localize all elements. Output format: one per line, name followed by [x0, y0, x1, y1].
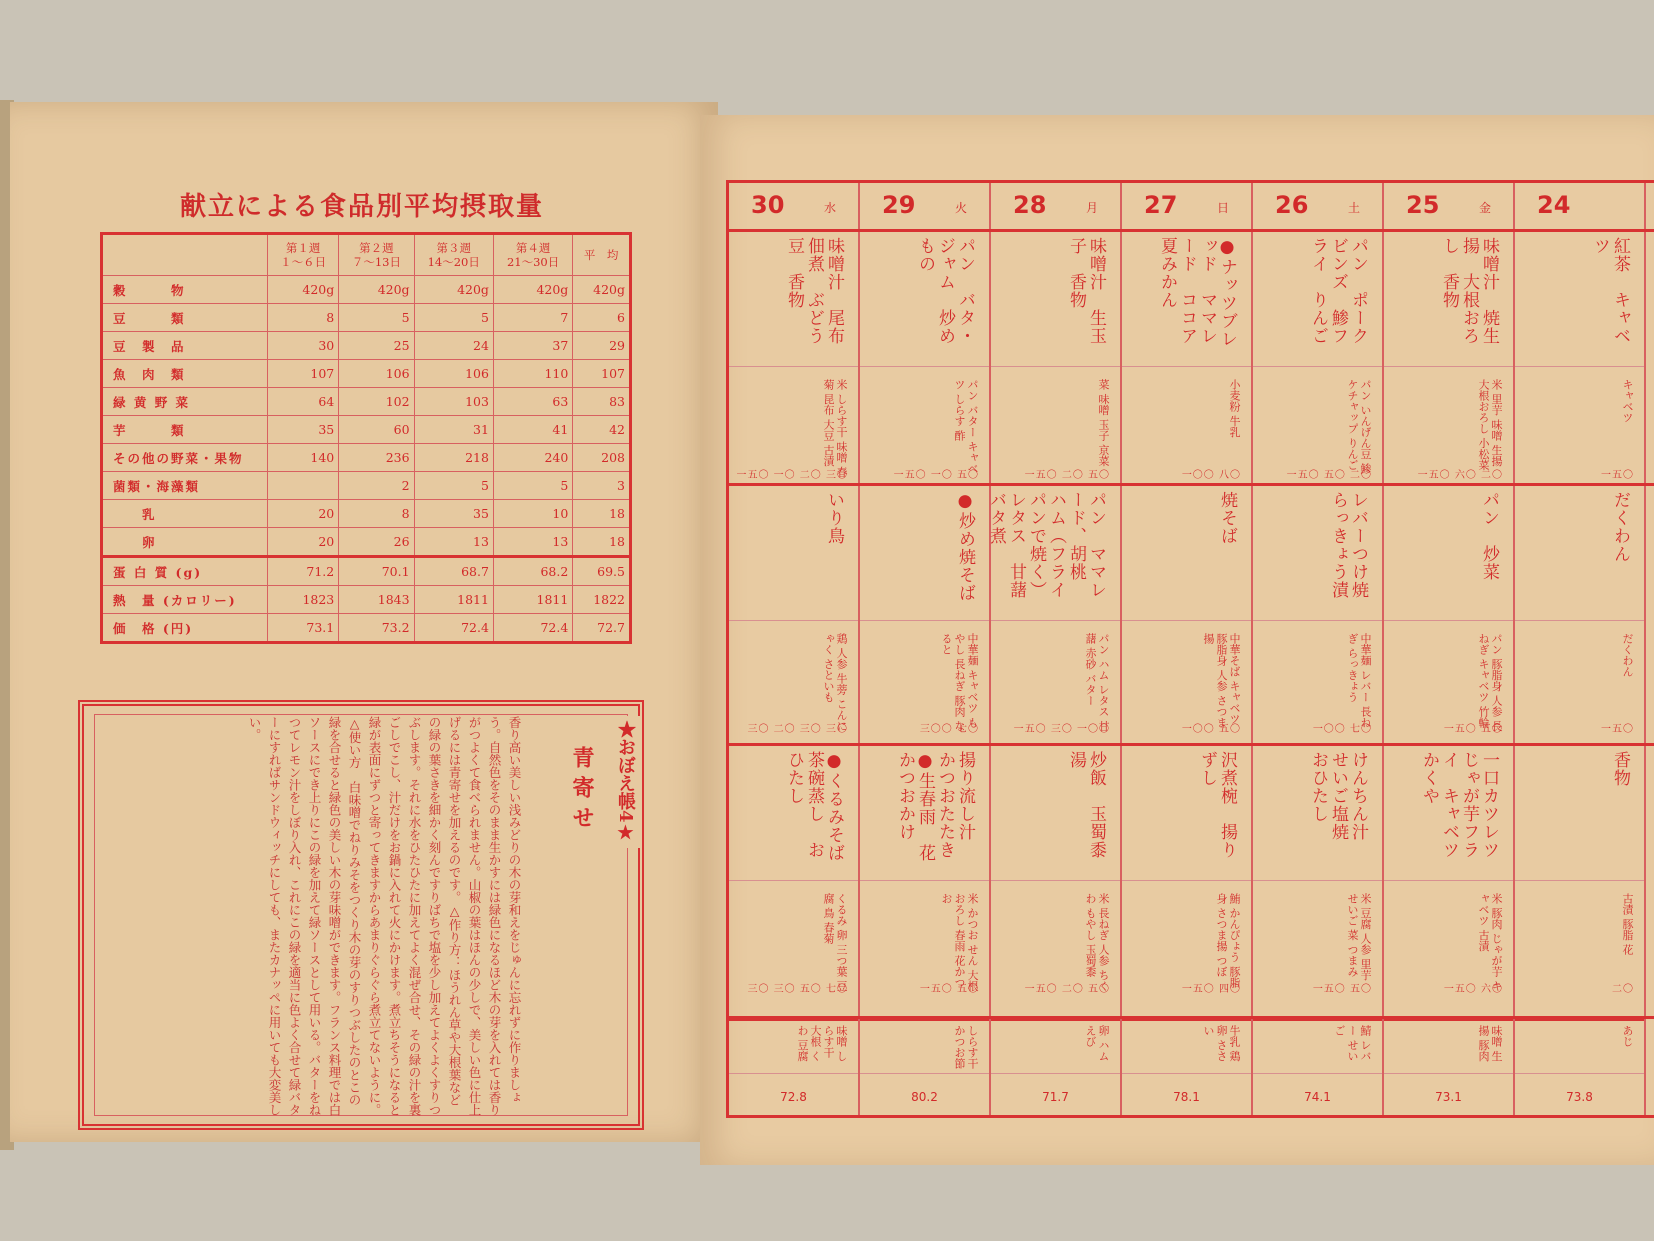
- day-number: 26: [1275, 191, 1309, 219]
- breakfast-dishes: [729, 229, 858, 366]
- dinner-dishes: [1515, 743, 1644, 880]
- ingredient-text: 米 長ねぎ 人参 ちくわ もやし 玉蜀黍: [1084, 893, 1110, 992]
- memo-box: [78, 700, 644, 1130]
- gram-amounts: 三〇 二〇 三〇 三〇: [747, 724, 848, 735]
- dish-text: けんちん汁 せいご塩焼 おひたし: [1308, 751, 1368, 859]
- dish-text: 揚り流し汁 かつおたたき ●生春雨 花かつおかけ: [895, 751, 975, 877]
- gram-amounts: 一五〇: [1601, 724, 1634, 735]
- table-cell: 13: [414, 528, 493, 557]
- ingredient-text: 鮪 かんぴょう 豚脂身 さつま揚 つぼ: [1215, 893, 1241, 988]
- gram-amounts: 一〇〇 七〇: [1312, 724, 1372, 735]
- breakfast-cell: [991, 229, 1120, 486]
- ingredient-text: 米 里芋 味噌 生揚 大根おろし 小松菜: [1477, 379, 1503, 471]
- table-cell: 1822: [573, 586, 631, 614]
- dinner-ingredients: [1122, 880, 1251, 1001]
- table-cell: 71.2: [268, 557, 339, 586]
- dinner-dishes: [860, 743, 989, 880]
- table-cell: 18: [573, 500, 631, 528]
- table-cell: 420g: [493, 276, 572, 304]
- table-cell: 69.5: [573, 557, 631, 586]
- dinner-dishes: [1122, 743, 1251, 880]
- lunch-dishes: [1384, 483, 1513, 620]
- header-cell: 第３週 14～20日: [414, 234, 493, 276]
- gram-amounts: 一五〇 四〇: [1181, 984, 1241, 995]
- table-cell: 420g: [268, 276, 339, 304]
- table-cell: 10: [493, 500, 572, 528]
- gram-amounts: 二〇: [1612, 984, 1634, 995]
- lunch-cell: [1384, 483, 1513, 740]
- daily-cost: 73.1: [1384, 1073, 1513, 1120]
- table-cell: 420g: [339, 276, 414, 304]
- table-cell: 20: [268, 500, 339, 528]
- day-header: [1122, 183, 1251, 231]
- table-cell: 70.1: [339, 557, 414, 586]
- gram-amounts: 一〇〇 八〇: [1181, 470, 1241, 481]
- table-cell: 20: [268, 528, 339, 557]
- table-cell: 107: [268, 360, 339, 388]
- memo-tag: ★おぼえ帳4★: [610, 716, 640, 848]
- table-cell: 30: [268, 332, 339, 360]
- dish-text: パン バタ・ジャム 炒めもの: [915, 237, 975, 345]
- table-cell: 140: [268, 444, 339, 472]
- ingredient-text: パン ハム レタス 甘藷 赤砂 バター: [1084, 633, 1110, 732]
- breakfast-cell: [729, 229, 858, 486]
- extra-ingredients: [1253, 1019, 1382, 1075]
- table-cell: 2: [339, 472, 414, 500]
- gram-amounts: 三〇〇 七〇: [919, 724, 979, 735]
- table-row: [102, 416, 631, 444]
- table-cell: 107: [573, 360, 631, 388]
- table-cell: 420g: [414, 276, 493, 304]
- extra-text: 鯖 レバー せいご: [1333, 1025, 1372, 1062]
- table-cell: 5: [493, 472, 572, 500]
- table-cell: 68.2: [493, 557, 572, 586]
- table-cell: 26: [339, 528, 414, 557]
- dinner-ingredients: [1384, 880, 1513, 1001]
- table-cell: 35: [414, 500, 493, 528]
- extra-text: 卵 ハム えび: [1084, 1025, 1110, 1062]
- table-row: [102, 500, 631, 528]
- table-cell: 37: [493, 332, 572, 360]
- table-row: [102, 614, 631, 643]
- day-column: [1515, 183, 1646, 1115]
- breakfast-dishes: [1515, 229, 1644, 366]
- table-cell: 110: [493, 360, 572, 388]
- table-cell: 83: [573, 388, 631, 416]
- table-row: [102, 444, 631, 472]
- table-cell: 72.4: [414, 614, 493, 643]
- weekday: 土: [1347, 201, 1360, 215]
- dinner-cell: [991, 743, 1120, 1000]
- table-row: [102, 360, 631, 388]
- breakfast-ingredients: [1253, 366, 1382, 487]
- table-cell: 240: [493, 444, 572, 472]
- dish-text: ●炒め焼そば: [955, 491, 975, 602]
- day-number: 24: [1537, 191, 1571, 219]
- row-label: 価 格 (円): [102, 614, 268, 643]
- table-row: [102, 304, 631, 332]
- dish-text: 一口カツレツ じゃが芋フライ キャベツ かくや: [1419, 751, 1499, 877]
- breakfast-ingredients: [991, 366, 1120, 487]
- dish-text: 味噌汁 尾布佃煮 ぶどう豆 香物: [784, 237, 844, 345]
- meal-divider: [729, 1016, 1654, 1019]
- table-row: [102, 472, 631, 500]
- table-row: [102, 388, 631, 416]
- header-cell: 第１週 １～６日: [268, 234, 339, 276]
- extra-ingredients: [1384, 1019, 1513, 1075]
- lunch-cell: [1515, 483, 1644, 740]
- table-cell: 73.1: [268, 614, 339, 643]
- breakfast-ingredients: [1384, 366, 1513, 487]
- table-cell: 72.7: [573, 614, 631, 643]
- table-cell: 63: [493, 388, 572, 416]
- day-column: [1384, 183, 1515, 1115]
- table-cell: 236: [339, 444, 414, 472]
- dish-text: ●くるみそば 茶碗蒸し おひたし: [784, 751, 844, 880]
- daily-cost: 73.8: [1515, 1073, 1644, 1120]
- ingredient-text: だくわん: [1621, 633, 1634, 677]
- breakfast-dishes: [1384, 229, 1513, 366]
- row-label: 菌類・海藻類: [102, 472, 268, 500]
- dinner-cell: [729, 743, 858, 1000]
- breakfast-dishes: [991, 229, 1120, 366]
- lunch-ingredients: [729, 620, 858, 741]
- day-number: 27: [1144, 191, 1178, 219]
- breakfast-cell: [1384, 229, 1513, 486]
- table-cell: 5: [414, 472, 493, 500]
- breakfast-ingredients: [1122, 366, 1251, 487]
- breakfast-dishes: [860, 229, 989, 366]
- dinner-ingredients: [1515, 880, 1644, 1001]
- ingredient-text: 中華麺 レバー 長ねぎ らっきょう: [1346, 633, 1372, 728]
- table-cell: 1843: [339, 586, 414, 614]
- gram-amounts: 一五〇 六〇: [1443, 984, 1503, 995]
- gram-amounts: 一五〇 二〇 五〇: [1024, 984, 1110, 995]
- dish-text: パン ママレード、胡桃 ハム（フライパンで焼く） レタス 甘藷バタ煮: [986, 491, 1106, 609]
- dinner-cell: [1384, 743, 1513, 1000]
- table-cell: 60: [339, 416, 414, 444]
- table-row: [102, 528, 631, 557]
- gram-amounts: 一五〇 六〇 二〇: [1417, 470, 1503, 481]
- breakfast-ingredients: [860, 366, 989, 487]
- extra-text: 味噌 生揚 豚肉: [1477, 1025, 1503, 1062]
- table-cell: 1811: [414, 586, 493, 614]
- dish-text: いり鳥: [824, 491, 844, 545]
- gram-amounts: 一五〇 五〇: [1312, 984, 1372, 995]
- weekday: 火: [954, 201, 967, 215]
- table-cell: [268, 472, 339, 500]
- row-label: 卵: [102, 528, 268, 557]
- lunch-ingredients: [1384, 620, 1513, 741]
- day-column: [1253, 183, 1384, 1115]
- table-cell: 8: [268, 304, 339, 332]
- ingredient-text: 小麦粉 牛乳: [1228, 379, 1241, 438]
- lunch-ingredients: [1253, 620, 1382, 741]
- breakfast-cell: [860, 229, 989, 486]
- gram-amounts: 一五〇 五〇: [919, 984, 979, 995]
- table-row: [102, 276, 631, 304]
- page-title: 献立による食品別平均摂取量: [180, 192, 545, 222]
- table-cell: 8: [339, 500, 414, 528]
- ingredient-text: パン バター キャベツ しらす 酢: [953, 379, 979, 474]
- ingredient-text: パン いんげん豆 鯵 ケチャップ りんご: [1346, 379, 1372, 474]
- header-cell: 平 均: [573, 234, 631, 276]
- table-cell: 218: [414, 444, 493, 472]
- breakfast-dishes: [1122, 229, 1251, 366]
- gram-amounts: 一五〇 二〇 五〇: [1024, 470, 1110, 481]
- ingredient-text: 鶏 人参 牛蒡 こんにゃく さといも: [822, 633, 848, 732]
- table-cell: 13: [493, 528, 572, 557]
- table-cell: 42: [573, 416, 631, 444]
- gram-amounts: 一五〇: [1601, 470, 1634, 481]
- lunch-cell: [1122, 483, 1251, 740]
- table-cell: 5: [414, 304, 493, 332]
- row-label: 魚 肉 類: [102, 360, 268, 388]
- extra-text: 味噌 しらす干 大根 くわ 豆腐: [796, 1025, 848, 1062]
- table-cell: 103: [414, 388, 493, 416]
- ingredient-text: くるみ 卵 三つ葉 豆腐 鳥 春菊: [822, 893, 848, 992]
- table-cell: 1823: [268, 586, 339, 614]
- lunch-cell: [1253, 483, 1382, 740]
- dinner-dishes: [991, 743, 1120, 880]
- day-number: 29: [882, 191, 916, 219]
- daily-cost: 72.8: [729, 1073, 858, 1120]
- breakfast-ingredients: [729, 366, 858, 487]
- gram-amounts: 三〇 三〇 五〇 七〇: [747, 984, 848, 995]
- lunch-cell: [729, 483, 858, 740]
- intake-table: [100, 232, 632, 644]
- table-cell: 72.4: [493, 614, 572, 643]
- dish-text: だくわん: [1610, 491, 1630, 563]
- day-number: 25: [1406, 191, 1440, 219]
- dish-text: 炒飯 玉蜀黍湯: [1066, 751, 1106, 859]
- extra-ingredients: [729, 1019, 858, 1075]
- lunch-dishes: [1515, 483, 1644, 620]
- dish-text: パン 炒菜: [1479, 491, 1499, 581]
- day-column: [986, 183, 1122, 1115]
- dish-text: パン ポークビンズ 鯵フライ りんご: [1308, 237, 1368, 345]
- table-header-row: [102, 234, 631, 276]
- dinner-cell: [1253, 743, 1382, 1000]
- table-cell: 29: [573, 332, 631, 360]
- ingredient-text: 米 豚肉 じゃが芋 キャベツ 古漬: [1477, 893, 1503, 992]
- daily-cost: 74.1: [1253, 1073, 1382, 1120]
- lunch-dishes: [1253, 483, 1382, 620]
- gram-amounts: 一五〇 一〇 二〇 三〇: [736, 470, 848, 481]
- row-label: 穀 物: [102, 276, 268, 304]
- lunch-ingredients: [860, 620, 989, 741]
- extra-ingredients: [860, 1019, 989, 1075]
- table-cell: 18: [573, 528, 631, 557]
- header-cell: 第２週 ７～13日: [339, 234, 414, 276]
- table-cell: 64: [268, 388, 339, 416]
- ingredient-text: パン 豚脂身 人参 長ねぎ キャベツ 竹輪: [1477, 633, 1503, 732]
- ingredient-text: 米 しらす干 味噌 春菊 昆布 大豆 古漬: [822, 379, 848, 478]
- gram-amounts: 一〇〇 五〇: [1181, 724, 1241, 735]
- row-label: 蛋 白 質 (g): [102, 557, 268, 586]
- extra-ingredients: [1122, 1019, 1251, 1075]
- lunch-cell: [860, 483, 989, 740]
- memo-body-text: 香り高い美しい浅みどりの木の芽和えをじゅんに忘れずに作りましょう。自然色をそのまま生かすには緑色になるほど木の芽を入れては香りがつよくて食べられません。山椒の葉はほんの少しで、美しい色に仕上げるには青寄せを加えるのです。△作り方：ほうれん草や大根葉などの緑の葉さきを細かく刻んですりばちで塩を少し加えてよくよくすりつぶします。それに水をひたひたに加えてよく混ぜ合せ、その緑の汁を裏ごしでこし、汁だけをお鍋に入れて火にかけます。煮立ちそうになると緑が表面にずつと寄ってきますからあまりぐらぐら煮立てないように。△使い方 白味噌でねりみそをつくり木の芽のすりつぶしたのとこの緑を合せると緑色の美しい木の芽味噌ができます。フランス料理では白ソースにでき上りにこの緑を加えて緑ソースとして用いる。バターをねつてレモン汁をしぼり入れ、これにこの緑を適当に色よく合せて緑バターにすればサンドウィッチにしても、またカナッペに用いても大変美しい。: [247, 716, 522, 1116]
- day-number: 30: [751, 191, 785, 219]
- breakfast-ingredients: [1515, 366, 1644, 487]
- table-cell: 106: [339, 360, 414, 388]
- ingredient-text: 米 かつお せん 大根おろし 春雨 花かつお: [940, 893, 979, 992]
- row-label: 芋 類: [102, 416, 268, 444]
- table-cell: 41: [493, 416, 572, 444]
- dinner-dishes: [729, 743, 858, 880]
- row-label: 乳: [102, 500, 268, 528]
- weekday: 日: [1216, 201, 1229, 215]
- day-column: [860, 183, 991, 1115]
- dish-text: ●ナッツブレッド ママレード ココア 夏みかん: [1157, 237, 1237, 363]
- breakfast-cell: [1253, 229, 1382, 486]
- day-column: [1122, 183, 1253, 1115]
- lunch-ingredients: [1515, 620, 1644, 741]
- table-cell: 106: [414, 360, 493, 388]
- lunch-ingredients: [991, 620, 1120, 741]
- table-cell: 24: [414, 332, 493, 360]
- row-label: 豆 製 品: [102, 332, 268, 360]
- weekday: 金: [1478, 201, 1491, 215]
- dish-text: 味噌汁 生玉子 香物: [1066, 237, 1106, 345]
- table-row: [102, 586, 631, 614]
- meal-divider: [729, 229, 1654, 232]
- extra-text: しらす干 かつお節: [953, 1025, 979, 1069]
- day-header: [729, 183, 858, 231]
- table-row: [102, 557, 631, 586]
- dish-text: 味噌汁 焼生揚 大根おろし 香物: [1439, 237, 1499, 345]
- row-label: 熱 量 (カロリー): [102, 586, 268, 614]
- lunch-dishes: [860, 483, 989, 620]
- lunch-dishes: [1122, 483, 1251, 620]
- gram-amounts: 一五〇 五〇 二〇: [1286, 470, 1372, 481]
- daily-cost: 71.7: [991, 1073, 1120, 1120]
- day-header: [1253, 183, 1382, 231]
- lunch-dishes: [729, 483, 858, 620]
- row-label: 緑 黄 野 菜: [102, 388, 268, 416]
- ingredient-text: 米 豆腐 人参 里芋 せいご 菜 つまみ: [1346, 893, 1372, 981]
- dish-text: レバーつけ焼 らっきょう漬: [1328, 491, 1368, 617]
- dish-text: 焼そば: [1217, 491, 1237, 545]
- table-cell: 68.7: [414, 557, 493, 586]
- day-header: [1384, 183, 1513, 231]
- dish-text: 沢煮椀 揚りずし: [1197, 751, 1237, 859]
- extra-text: あじ: [1621, 1025, 1634, 1047]
- dinner-ingredients: [860, 880, 989, 1001]
- lunch-ingredients: [1122, 620, 1251, 741]
- table-cell: 1811: [493, 586, 572, 614]
- table-body: [102, 276, 631, 643]
- weekday: 水: [823, 201, 836, 215]
- dish-text: 香物: [1610, 751, 1630, 787]
- breakfast-cell: [1515, 229, 1644, 486]
- table-cell: 102: [339, 388, 414, 416]
- table-cell: 25: [339, 332, 414, 360]
- ingredient-text: 中華そば キャベツ 豚脂身 人参 さつま揚: [1202, 633, 1241, 728]
- table-cell: 3: [573, 472, 631, 500]
- dinner-dishes: [1384, 743, 1513, 880]
- lunch-cell: [986, 483, 1120, 740]
- day-header: [1515, 183, 1644, 231]
- table-row: [102, 332, 631, 360]
- table-cell: 73.2: [339, 614, 414, 643]
- day-number: 28: [1013, 191, 1047, 219]
- day-header: [860, 183, 989, 231]
- daily-cost: 78.1: [1122, 1073, 1251, 1120]
- dinner-cell: [860, 743, 989, 1000]
- ingredient-text: 古漬 豚脂 花: [1621, 893, 1634, 955]
- dinner-cell: [1122, 743, 1251, 1000]
- table-cell: 5: [339, 304, 414, 332]
- ingredient-text: 中華麺 キャベツ もやし 長ねぎ 豚肉 なると: [940, 633, 979, 732]
- header-cell: [102, 234, 268, 276]
- table-cell: 208: [573, 444, 631, 472]
- extra-text: 牛乳 鶏卵 ささ い: [1202, 1025, 1241, 1062]
- meal-divider: [729, 743, 1654, 746]
- dinner-ingredients: [729, 880, 858, 1001]
- gram-amounts: 一五〇 五〇: [1443, 724, 1503, 735]
- dinner-dishes: [1253, 743, 1382, 880]
- meal-divider: [729, 483, 1654, 486]
- weekday: 月: [1085, 201, 1098, 215]
- ingredient-text: 菜 味噌 玉子 京菜: [1097, 379, 1110, 467]
- day-column: [729, 183, 860, 1115]
- dish-text: 紅茶 キャベツ: [1590, 237, 1630, 345]
- dinner-ingredients: [991, 880, 1120, 1001]
- table-cell: 7: [493, 304, 572, 332]
- dinner-cell: [1515, 743, 1644, 1000]
- table-cell: 31: [414, 416, 493, 444]
- breakfast-cell: [1122, 229, 1251, 486]
- gram-amounts: 一五〇 三〇 一〇〇: [1013, 724, 1110, 735]
- ingredient-text: キャベツ: [1621, 379, 1634, 423]
- gram-amounts: 一五〇 一〇 五〇: [893, 470, 979, 481]
- row-label: その他の野菜・果物: [102, 444, 268, 472]
- row-label: 豆 類: [102, 304, 268, 332]
- table-cell: 6: [573, 304, 631, 332]
- menu-grid: [726, 180, 1654, 1118]
- lunch-dishes: [986, 483, 1120, 620]
- table-cell: 35: [268, 416, 339, 444]
- breakfast-dishes: [1253, 229, 1382, 366]
- memo-title: 青寄せ: [569, 746, 595, 836]
- table-cell: 420g: [573, 276, 631, 304]
- dinner-ingredients: [1253, 880, 1382, 1001]
- daily-cost: 80.2: [860, 1073, 989, 1120]
- day-header: [991, 183, 1120, 231]
- extra-ingredients: [1515, 1019, 1644, 1075]
- extra-ingredients: [991, 1019, 1120, 1075]
- header-cell: 第４週 21～30日: [493, 234, 572, 276]
